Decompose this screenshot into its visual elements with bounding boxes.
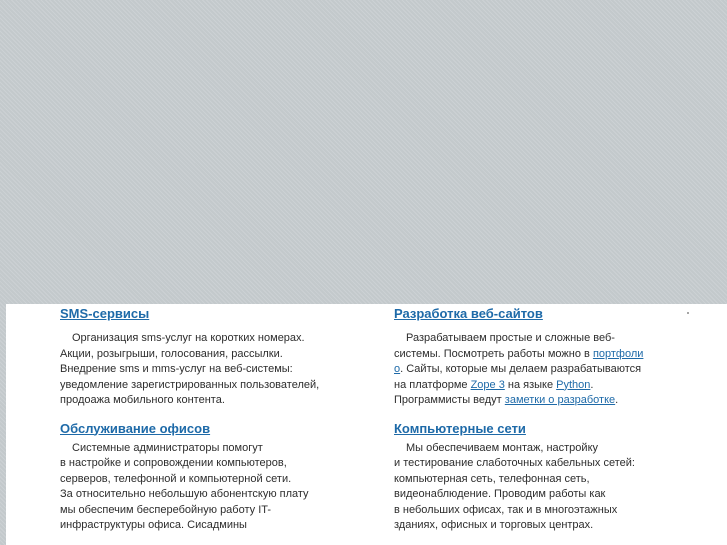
sms-line-3: Внедрение sms и mms-услуг на веб-системы:	[60, 363, 293, 375]
offices-line-2: в настройке и сопровождении компьютеров,	[60, 457, 287, 469]
dev-notes-link[interactable]: заметки о разработке	[504, 394, 616, 406]
offices-line-3: серверов, телефонной и компьютерной сети.	[60, 472, 292, 485]
web-line-4-mid: на языке	[504, 378, 557, 391]
sms-services-link[interactable]: SMS-сервисы	[60, 306, 150, 321]
offices-line-5: мы обеспечим бесперебойную работу IT-	[60, 503, 272, 516]
networks-line-1: Мы обеспечиваем монтаж, настройку	[406, 441, 599, 454]
networks-line-6: зданиях, офисных и торговых центрах.	[394, 519, 594, 531]
networks-heading	[394, 420, 684, 438]
web-section	[394, 305, 684, 409]
web-development-link[interactable]: Разработка веб-сайтов	[394, 306, 543, 321]
networks-description	[394, 441, 684, 534]
decorative-dot	[687, 312, 689, 314]
networks-line-3: компьютерная сеть, телефонная сеть,	[394, 472, 590, 485]
web-description	[394, 331, 684, 409]
python-link[interactable]: Python	[556, 378, 591, 391]
offices-line-1: Системные администраторы помогут	[72, 441, 263, 454]
offices-line-4: За относительно небольшую абонентскую плату	[60, 488, 309, 500]
networks-line-2: и тестирование слаботочных кабельных сетей:	[394, 457, 635, 469]
computer-networks-link[interactable]: Компьютерные сети	[394, 420, 526, 436]
portfolio-link[interactable]: портфоли	[592, 347, 644, 360]
sms-heading	[60, 305, 350, 323]
web-line-3: . Сайты, которые мы делаем разрабатываются	[400, 363, 642, 375]
sms-section	[60, 305, 350, 409]
sms-description	[60, 331, 350, 409]
offices-description	[60, 441, 350, 534]
web-line-1: Разрабатываем простые и сложные веб-	[406, 332, 615, 344]
offices-section	[60, 420, 350, 534]
portfolio-link-wrap[interactable]: о	[394, 363, 401, 375]
sms-line-4: уведомление зарегистрированных пользователей,	[60, 378, 320, 391]
web-line-5: Программисты ведут	[394, 394, 505, 406]
right-column	[394, 304, 684, 534]
left-column	[60, 304, 350, 534]
sms-line-5: продоажа мобильного контента.	[60, 394, 225, 406]
web-line-4-end: .	[590, 378, 594, 391]
web-heading	[394, 305, 684, 323]
networks-line-4: видеонаблюдение. Проводим работы как	[394, 488, 606, 500]
web-line-5-end: .	[615, 394, 619, 406]
sms-line-2: Акции, розыгрыши, голосования, рассылки.	[60, 347, 283, 360]
sms-line-1: Организация sms-услуг на коротких номерах.	[72, 332, 305, 344]
networks-line-5: в небольших офисах, так и в многоэтажных	[394, 503, 618, 516]
content-panel	[6, 304, 727, 545]
offices-line-6: инфраструктуры офиса. Сисадмины	[60, 519, 247, 531]
offices-heading	[60, 420, 350, 438]
web-line-2: системы. Посмотреть работы можно в	[394, 347, 593, 360]
office-service-link[interactable]: Обслуживание офисов	[60, 420, 211, 436]
networks-section	[394, 420, 684, 534]
web-line-4: на платформе	[394, 378, 471, 391]
zope-link[interactable]: Zope 3	[470, 378, 505, 391]
